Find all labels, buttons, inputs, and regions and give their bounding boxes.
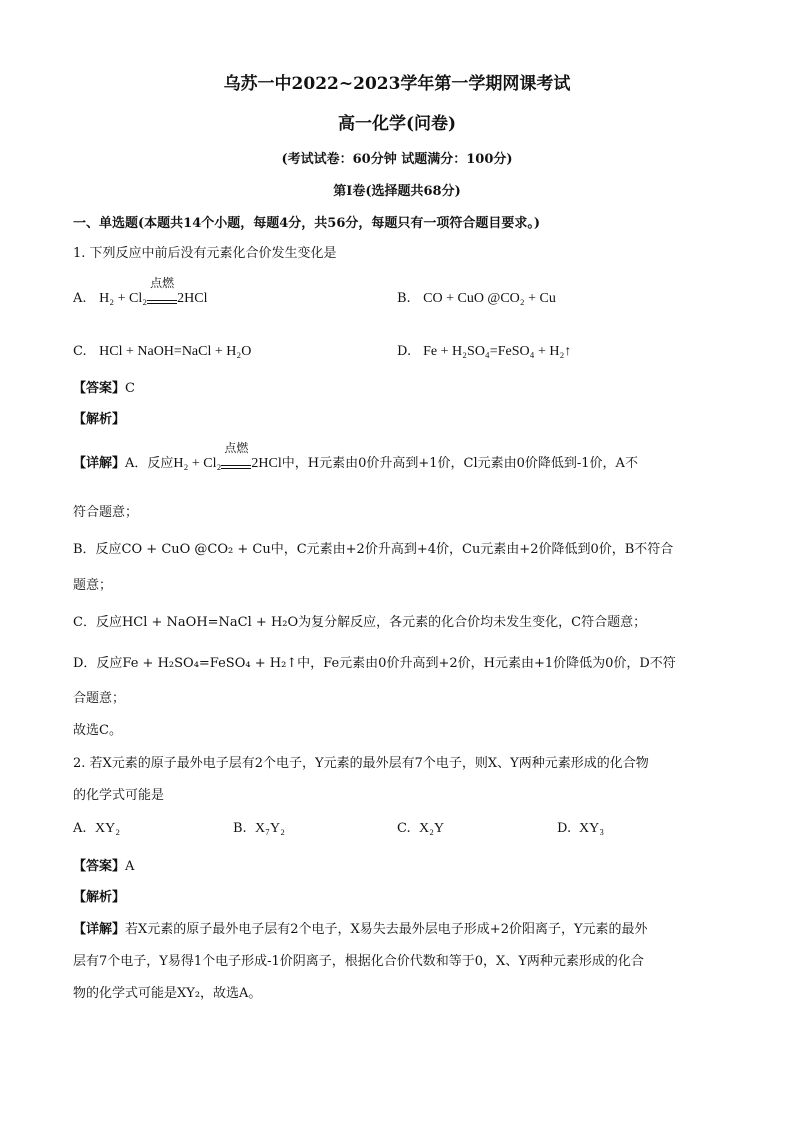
q1-option-a-cond-text: 点燃	[150, 276, 175, 290]
q1-detail-d: D．反应Fe + H₂SO₄=FeSO₄ + H₂↑中，Fe元素由0价升高到+2价，H元素由+1价降低为0价，D不符	[73, 656, 676, 671]
q2-option-c	[397, 820, 444, 838]
q2-option-d-label: D.	[557, 821, 572, 836]
q2-option-a-label: A.	[73, 821, 87, 836]
q2-detail-2: 层有7个电子，Y易得1个电子形成-1价阴离子，根据化合价代数和等于0，X、Y两种元素形成的化合	[73, 954, 644, 969]
q1-option-c-label: C.	[73, 344, 87, 359]
q2-stem: 2. 若X元素的原子最外电子层有2个电子，Y元素的最外层有7个电子，则X、Y两种元素形成的化合物	[73, 756, 649, 771]
q1-option-d-label: D.	[397, 344, 412, 359]
q1-option-a-right: 2HCl	[177, 291, 208, 306]
exam-info: (考试试卷：60分钟 试题满分：100分)	[281, 152, 513, 167]
q2-answer-tag: 【答案】	[73, 859, 126, 874]
exam-title: 乌苏一中2022~2023学年第一学期网课考试	[223, 74, 571, 94]
q1-detail-c: C．反应HCl + NaOH=NaCl + H₂O为复分解反应，各元素的化合价均未发生变化，C符合题意；	[73, 615, 647, 630]
part-heading: 第I卷(选择题共68分)	[333, 184, 461, 199]
q2-option-d	[557, 820, 604, 838]
q2-detail-3: 物的化学式可能是XY₂，故选A。	[73, 986, 262, 1001]
q2-stem-cont: 的化学式可能是	[73, 788, 165, 803]
q2-detail-1	[73, 921, 648, 939]
q1-option-d-text: Fe + H₂SO₄=FeSO₄ + H₂↑	[423, 344, 572, 359]
q1-detail-a	[73, 441, 638, 473]
q1-detail-a-condition	[221, 441, 251, 467]
q1-detail-d-cont: 合题意；	[73, 691, 126, 706]
equals-sign	[221, 465, 251, 469]
q2-option-b	[233, 820, 285, 838]
q1-answer-tag: 【答案】	[73, 381, 126, 396]
q1-detail-a-post: 中，H元素由0价升高到+1价，Cl元素由0价降低到-1价，A不	[281, 456, 638, 471]
q2-option-a	[73, 820, 120, 838]
q2-detail-1-text: 若X元素的原子最外电子层有2个电子，X易失去最外层电子形成+2价阳离子，Y元素的最外	[125, 922, 648, 937]
q1-option-b-text: CO + CuO @CO₂ + Cu	[423, 291, 556, 306]
q2-answer	[73, 858, 134, 876]
q2-option-b-text: X₇Y₂	[255, 821, 285, 836]
q1-option-b	[397, 290, 556, 308]
q2-option-c-text: X₂Y	[419, 821, 445, 836]
q1-stem: 1. 下列反应中前后没有元素化合价发生变化是	[73, 246, 337, 261]
q1-option-a-condition	[147, 276, 177, 302]
q1-detail-a-pre: A．反应	[125, 456, 174, 471]
q1-option-a-left: H₂ + Cl₂	[99, 291, 148, 306]
q1-option-b-label: B.	[397, 291, 411, 306]
section-heading: 一、单选题(本题共14个小题，每题4分，共56分，每题只有一项符合题目要求。)	[73, 216, 541, 231]
q1-detail-tag: 【详解】	[73, 456, 126, 471]
q2-answer-value: A	[125, 859, 135, 874]
exam-subtitle: 高一化学(问卷)	[337, 114, 457, 134]
q1-option-c-text: HCl + NaOH=NaCl + H₂O	[99, 344, 252, 359]
q1-answer-value: C	[125, 381, 135, 396]
q1-detail-a-cond-text: 点燃	[224, 441, 249, 455]
q1-detail-a-right: 2HCl	[251, 456, 282, 471]
q2-option-c-label: C.	[397, 821, 411, 836]
q1-conclusion: 故选C。	[73, 723, 122, 738]
q1-option-a-label: A.	[73, 291, 87, 306]
q1-detail-a-cont: 符合题意；	[73, 505, 139, 520]
q1-detail-a-left: H₂ + Cl₂	[173, 456, 222, 471]
q2-analysis-tag: 【解析】	[73, 890, 126, 905]
q1-detail-b: B．反应CO + CuO @CO₂ + Cu中，C元素由+2价升高到+4价，Cu元素由+2价降低到0价，B不符合	[73, 542, 674, 557]
q2-option-d-text: XY₃	[579, 821, 605, 836]
q1-answer	[73, 380, 135, 398]
equals-sign	[147, 300, 177, 304]
q1-option-d	[397, 343, 571, 361]
q2-option-b-label: B.	[233, 821, 247, 836]
q2-option-a-text: XY₂	[95, 821, 121, 836]
q1-option-a	[73, 276, 208, 308]
q2-detail-tag: 【详解】	[73, 922, 126, 937]
q1-analysis-tag: 【解析】	[73, 412, 126, 427]
q1-option-c	[73, 343, 251, 361]
q1-detail-b-cont: 题意；	[73, 578, 113, 593]
